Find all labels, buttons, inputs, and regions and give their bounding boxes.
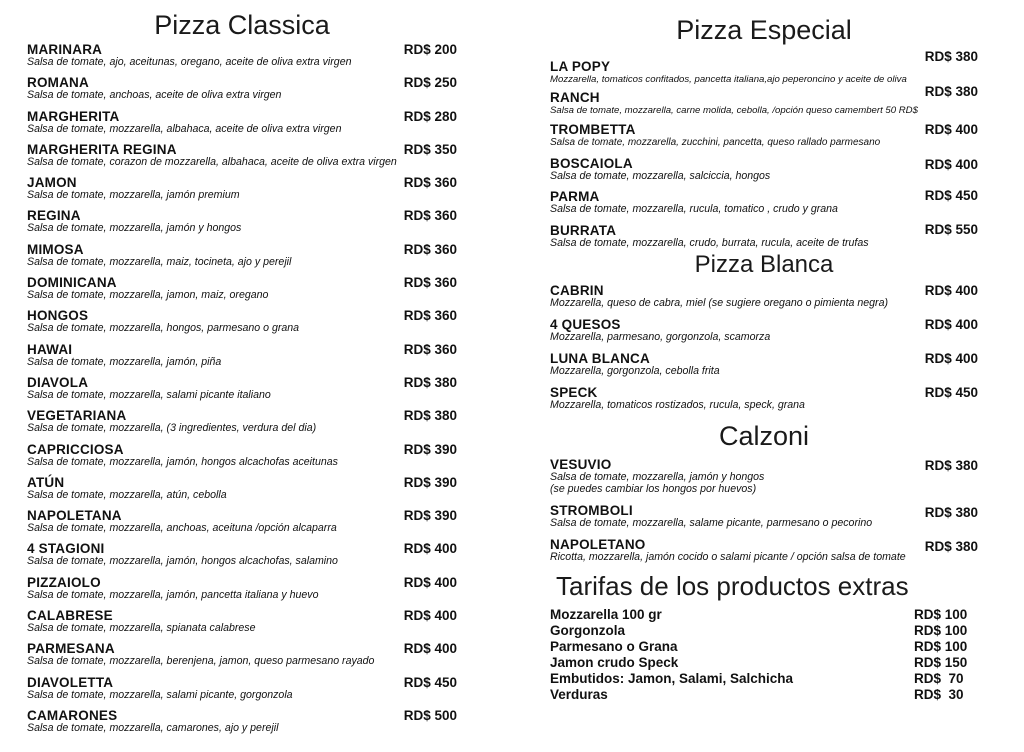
item-desc: Salsa de tomate, mozzarella, spianata calabrese — [27, 622, 256, 635]
item-name: HAWAI — [27, 341, 73, 357]
menu-item — [550, 537, 978, 571]
item-desc: Salsa de tomate, mozzarella, anchoas, aceituna /opción alcaparra — [27, 522, 337, 535]
item-price: RD$ 280 — [403, 108, 457, 124]
item-price: RD$ 390 — [403, 474, 457, 490]
item-name: BOSCAIOLA — [550, 156, 633, 171]
item-name: SPECK — [550, 385, 598, 400]
extra-item — [550, 687, 978, 703]
item-name: MIMOSA — [27, 241, 84, 257]
item-name: MARGHERITA REGINA — [27, 141, 177, 157]
item-desc: Salsa de tomate, mozzarella, jamón, pancetta italiana y huevo — [27, 588, 319, 601]
menu-item — [27, 375, 457, 408]
item-name: LUNA BLANCA — [550, 351, 650, 366]
calzoni-list — [550, 457, 978, 571]
menu-item — [550, 385, 978, 419]
item-name: STROMBOLI — [550, 503, 633, 518]
menu-item — [27, 575, 457, 608]
item-name: PARMA — [550, 189, 600, 204]
item-price: RD$ 350 — [403, 141, 457, 157]
item-desc: Salsa de tomate, mozzarella, salame picante, parmesano o pecorino — [550, 517, 873, 529]
extra-price: RD$ 150 — [914, 655, 968, 670]
item-name: PARMESANA — [27, 641, 115, 657]
item-price: RD$ 250 — [403, 75, 457, 91]
item-price: RD$ 360 — [403, 208, 457, 224]
item-desc: Mozzarella, queso de cabra, miel (se sugiere oregano o pimienta negra) — [550, 297, 889, 309]
extra-price: RD$ 100 — [914, 607, 968, 622]
item-name: HONGOS — [27, 308, 89, 324]
item-name: JAMON — [27, 175, 77, 191]
item-desc: Salsa de tomate, mozzarella, jamón, hongos alcachofas, salamino — [27, 555, 338, 568]
item-price: RD$ 360 — [403, 241, 457, 257]
item-price: RD$ 360 — [403, 341, 457, 357]
menu-item — [27, 109, 457, 142]
item-name: MARGHERITA — [27, 108, 120, 124]
item-desc: Salsa de tomate, mozzarella, zucchini, pancetta, queso rallado parmesano — [550, 137, 881, 148]
item-price: RD$ 360 — [403, 308, 457, 324]
extra-item — [550, 623, 978, 639]
item-price: RD$ 400 — [403, 541, 457, 557]
menu-item — [27, 342, 457, 375]
item-price: RD$ 360 — [403, 275, 457, 291]
item-desc: Salsa de tomate, mozzarella, jamón y hongos — [27, 222, 242, 235]
item-desc: Salsa de tomate, mozzarella, salciccia, hongos — [550, 170, 771, 182]
item-desc: Ricotta, mozzarella, jamón cocido o salami picante / opción salsa de tomate — [550, 551, 906, 563]
extra-name: Embutidos: Jamon, Salami, Salchicha — [550, 671, 794, 686]
item-desc: Salsa de tomate, corazon de mozzarella, albahaca, aceite de oliva extra virgen — [27, 155, 397, 168]
extra-name: Parmesano o Grana — [550, 639, 678, 654]
item-price: RD$ 450 — [924, 188, 978, 203]
item-price: RD$ 390 — [403, 441, 457, 457]
item-name: TROMBETTA — [550, 122, 636, 137]
item-price: RD$ 360 — [403, 175, 457, 191]
item-name: 4 STAGIONI — [27, 541, 105, 557]
item-name: ROMANA — [27, 75, 89, 91]
item-name: CAPRICCIOSA — [27, 441, 124, 457]
item-desc: Salsa de tomate, mozzarella, maiz, tocineta, ajo y perejil — [27, 255, 292, 268]
classica-column — [27, 0, 457, 741]
item-price: RD$ 390 — [403, 508, 457, 524]
menu-item — [27, 475, 457, 508]
menu-item — [27, 142, 457, 175]
item-price: RD$ 450 — [403, 674, 457, 690]
item-name: VEGETARIANA — [27, 408, 127, 424]
menu-item — [550, 184, 978, 218]
item-desc-note: (se puedes cambiar los hongos por huevos) — [550, 483, 757, 495]
item-price: RD$ 200 — [403, 42, 457, 57]
menu-item — [550, 117, 978, 151]
item-desc: Salsa de tomate, mozzarella, hongos, parmesano o grana — [27, 322, 300, 335]
extra-price: RD$ 70 — [914, 671, 964, 686]
menu-item — [27, 408, 457, 441]
item-price: RD$ 380 — [924, 84, 978, 99]
menu-item — [27, 275, 457, 308]
menu-item — [27, 708, 457, 741]
item-desc: Salsa de tomate, mozzarella, berenjena, jamon, queso parmesano rayado — [27, 655, 375, 668]
menu-item — [27, 541, 457, 574]
especial-list — [550, 49, 978, 248]
extra-name: Gorgonzola — [550, 623, 625, 638]
item-desc: Salsa de tomate, mozzarella, jamón, piña — [27, 355, 222, 368]
extra-item — [550, 655, 978, 671]
menu-item — [27, 208, 457, 241]
item-name: CAMARONES — [27, 707, 118, 723]
item-name: LA POPY — [550, 59, 611, 74]
menu-item — [27, 42, 457, 75]
extras-list — [550, 607, 978, 703]
menu-item — [550, 317, 978, 351]
item-name: RANCH — [550, 90, 600, 105]
menu-item — [27, 675, 457, 708]
item-desc: Salsa de tomate, anchoas, aceite de oliva extra virgen — [27, 89, 282, 102]
item-price: RD$ 400 — [924, 122, 978, 137]
calzoni-title: Calzoni — [718, 421, 810, 451]
extra-item — [550, 607, 978, 623]
item-price: RD$ 450 — [924, 385, 978, 400]
item-name: DIAVOLA — [27, 374, 89, 390]
item-price: RD$ 550 — [924, 222, 978, 237]
item-price: RD$ 380 — [924, 505, 978, 520]
item-price: RD$ 400 — [403, 574, 457, 590]
right-column — [550, 0, 978, 703]
item-price: RD$ 380 — [924, 49, 978, 64]
item-name: BURRATA — [550, 223, 617, 238]
menu-item — [27, 608, 457, 641]
menu-item — [27, 641, 457, 674]
item-name: ATÚN — [27, 474, 65, 490]
item-price: RD$ 380 — [403, 374, 457, 390]
item-desc: Salsa de tomate, mozzarella, atún, cebolla — [27, 488, 227, 501]
item-desc: Mozzarella, tomaticos confitados, pancetta italiana,ajo peperoncino y aceite de oliva — [550, 74, 907, 85]
item-price: RD$ 500 — [403, 707, 457, 723]
item-name: DIAVOLETTA — [27, 674, 114, 690]
item-desc: Salsa de tomate, mozzarella, jamon, maiz, oregano — [27, 289, 269, 302]
item-desc: Mozzarella, tomaticos rostizados, rucula, speck, grana — [550, 399, 805, 411]
especial-title: Pizza Especial — [676, 15, 852, 45]
item-name: CABRIN — [550, 283, 604, 298]
item-name: NAPOLETANA — [27, 508, 122, 524]
item-desc: Salsa de tomate, mozzarella, jamón, hongos alcachofas aceitunas — [27, 455, 338, 468]
menu-item — [550, 83, 978, 117]
item-desc: Salsa de tomate, mozzarella, carne molida, cebolla, /opción queso camembert 50 RD$ — [550, 105, 918, 116]
item-price: RD$ 400 — [924, 157, 978, 172]
menu-item — [550, 49, 978, 83]
blanca-list — [550, 283, 978, 419]
menu-item — [550, 503, 978, 537]
menu-item — [27, 508, 457, 541]
item-price: RD$ 400 — [403, 608, 457, 624]
item-price: RD$ 400 — [924, 283, 978, 298]
item-price: RD$ 380 — [924, 458, 978, 473]
item-desc: Salsa de tomate, mozzarella, salami picante, gorgonzola — [27, 688, 293, 701]
menu-item — [27, 175, 457, 208]
item-desc: Salsa de tomate, ajo, aceitunas, oregano, aceite de oliva extra virgen — [27, 56, 352, 68]
extra-item — [550, 639, 978, 655]
extra-name: Verduras — [550, 687, 608, 702]
item-desc: Salsa de tomate, mozzarella, crudo, burrata, rucula, aceite de trufas — [550, 237, 869, 249]
menu-item — [550, 283, 978, 317]
item-price: RD$ 400 — [924, 317, 978, 332]
extra-price: RD$ 100 — [914, 639, 968, 654]
menu-item — [27, 242, 457, 275]
menu-item — [27, 308, 457, 341]
item-price: RD$ 380 — [924, 539, 978, 554]
menu-item — [27, 75, 457, 108]
item-desc: Salsa de tomate, mozzarella, salami picante italiano — [27, 388, 271, 401]
item-name: CALABRESE — [27, 608, 113, 624]
item-name: NAPOLETANO — [550, 537, 646, 552]
extra-item — [550, 671, 978, 687]
item-desc: Salsa de tomate, mozzarella, albahaca, aceite de oliva extra virgen — [27, 122, 342, 135]
extra-name: Jamon crudo Speck — [550, 655, 679, 670]
item-name: PIZZAIOLO — [27, 574, 101, 590]
item-desc: Salsa de tomate, mozzarella, jamón premium — [27, 189, 240, 202]
extra-price: RD$ 100 — [914, 623, 968, 638]
extra-price: RD$ 30 — [914, 687, 964, 702]
item-name: DOMINICANA — [27, 275, 117, 291]
item-name: VESUVIO — [550, 457, 612, 472]
item-price: RD$ 400 — [403, 641, 457, 657]
item-price: RD$ 380 — [403, 408, 457, 424]
item-desc: Salsa de tomate, mozzarella, jamón y hongos — [550, 471, 765, 483]
item-desc: Salsa de tomate, mozzarella, rucula, tomatico , crudo y grana — [550, 203, 838, 215]
item-name: 4 QUESOS — [550, 317, 621, 332]
item-name: MARINARA — [27, 42, 103, 57]
item-desc: Salsa de tomate, mozzarella, (3 ingredientes, verdura del dia) — [27, 422, 317, 435]
classica-title: Pizza Classica — [154, 10, 330, 40]
extras-title: Tarifas de los productos extras — [556, 571, 909, 601]
menu-item — [27, 442, 457, 475]
blanca-title: Pizza Blanca — [694, 251, 834, 278]
menu-item — [550, 351, 978, 385]
menu-item — [550, 151, 978, 184]
classica-list — [27, 42, 457, 741]
item-desc: Mozzarella, gorgonzola, cebolla frita — [550, 365, 720, 377]
extra-name: Mozzarella 100 gr — [550, 607, 662, 622]
item-desc: Mozzarella, parmesano, gorgonzola, scamorza — [550, 331, 771, 343]
item-name: REGINA — [27, 208, 81, 224]
menu-item — [550, 218, 978, 248]
menu-item — [550, 457, 978, 503]
item-desc: Salsa de tomate, mozzarella, camarones, ajo y perejil — [27, 721, 279, 734]
item-price: RD$ 400 — [924, 351, 978, 366]
